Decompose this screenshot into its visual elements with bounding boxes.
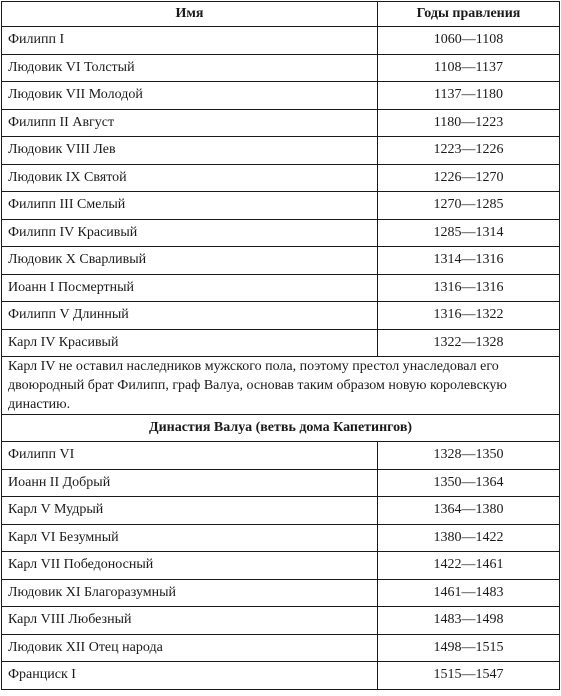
table-row [2, 192, 560, 220]
table-row [2, 442, 560, 470]
table-row [2, 524, 560, 552]
ruler-name: Иоанн II Добрый [2, 469, 378, 497]
ruler-name: Карл V Мудрый [2, 497, 378, 525]
reign-years: 1314—1316 [378, 247, 560, 275]
ruler-name: Филипп I [2, 27, 378, 55]
table-row [2, 82, 560, 110]
table-row [2, 247, 560, 275]
ruler-name: Людовик IX Святой [2, 164, 378, 192]
ruler-name: Франциск I [2, 662, 378, 690]
table-row [2, 579, 560, 607]
reign-years: 1515—1547 [378, 662, 560, 690]
ruler-name: Людовик X Сварливый [2, 247, 378, 275]
ruler-name: Филипп V Длинный [2, 302, 378, 330]
reign-years: 1060—1108 [378, 27, 560, 55]
header-name: Имя [2, 2, 378, 27]
table-row [2, 497, 560, 525]
ruler-name: Карл VII Победоносный [2, 552, 378, 580]
ruler-name: Людовик VII Молодой [2, 82, 378, 110]
reign-years: 1270—1285 [378, 192, 560, 220]
table-row [2, 662, 560, 690]
dynasty-heading: Династия Валуа (ветвь дома Капетингов) [2, 415, 560, 442]
table-row [2, 607, 560, 635]
table-row [2, 164, 560, 192]
succession-note: Карл IV не оставил наследников мужского пола, поэтому престол унаследовал его двоюродный брат Филипп, граф Валуа, основав таким образом новую королевскую династию. [2, 357, 560, 415]
table-row [2, 219, 560, 247]
table-row [2, 469, 560, 497]
ruler-name: Филипп II Август [2, 109, 378, 137]
table-row [2, 552, 560, 580]
dynasty-heading-row [2, 415, 560, 442]
reign-years: 1223—1226 [378, 137, 560, 165]
table-row [2, 27, 560, 55]
reign-years: 1498—1515 [378, 634, 560, 662]
reign-years: 1226—1270 [378, 164, 560, 192]
reign-years: 1316—1322 [378, 302, 560, 330]
ruler-name: Людовик VIII Лев [2, 137, 378, 165]
ruler-name: Филипп III Смелый [2, 192, 378, 220]
table-row [2, 109, 560, 137]
header-years: Годы правления [378, 2, 560, 27]
reign-years: 1461—1483 [378, 579, 560, 607]
reign-years: 1364—1380 [378, 497, 560, 525]
reign-years: 1328—1350 [378, 442, 560, 470]
reign-years: 1180—1223 [378, 109, 560, 137]
reign-years: 1322—1328 [378, 329, 560, 357]
reign-years: 1316—1316 [378, 274, 560, 302]
table-row [2, 274, 560, 302]
note-row [2, 357, 560, 415]
table-row [2, 634, 560, 662]
table-row [2, 54, 560, 82]
reign-years: 1137—1180 [378, 82, 560, 110]
table-row [2, 137, 560, 165]
ruler-name: Людовик VI Толстый [2, 54, 378, 82]
reign-years: 1285—1314 [378, 219, 560, 247]
table-row [2, 302, 560, 330]
ruler-name: Иоанн I Посмертный [2, 274, 378, 302]
reign-table [1, 1, 560, 690]
ruler-name: Людовик XI Благоразумный [2, 579, 378, 607]
reign-years: 1108—1137 [378, 54, 560, 82]
reign-years: 1350—1364 [378, 469, 560, 497]
reign-years: 1483—1498 [378, 607, 560, 635]
header-row [2, 2, 560, 27]
ruler-name: Филипп VI [2, 442, 378, 470]
table-body [2, 27, 560, 690]
ruler-name: Карл IV Красивый [2, 329, 378, 357]
ruler-name: Карл VI Безумный [2, 524, 378, 552]
reign-years: 1380—1422 [378, 524, 560, 552]
table-row [2, 329, 560, 357]
ruler-name: Карл VIII Любезный [2, 607, 378, 635]
ruler-name: Филипп IV Красивый [2, 219, 378, 247]
ruler-name: Людовик XII Отец народа [2, 634, 378, 662]
reign-years: 1422—1461 [378, 552, 560, 580]
